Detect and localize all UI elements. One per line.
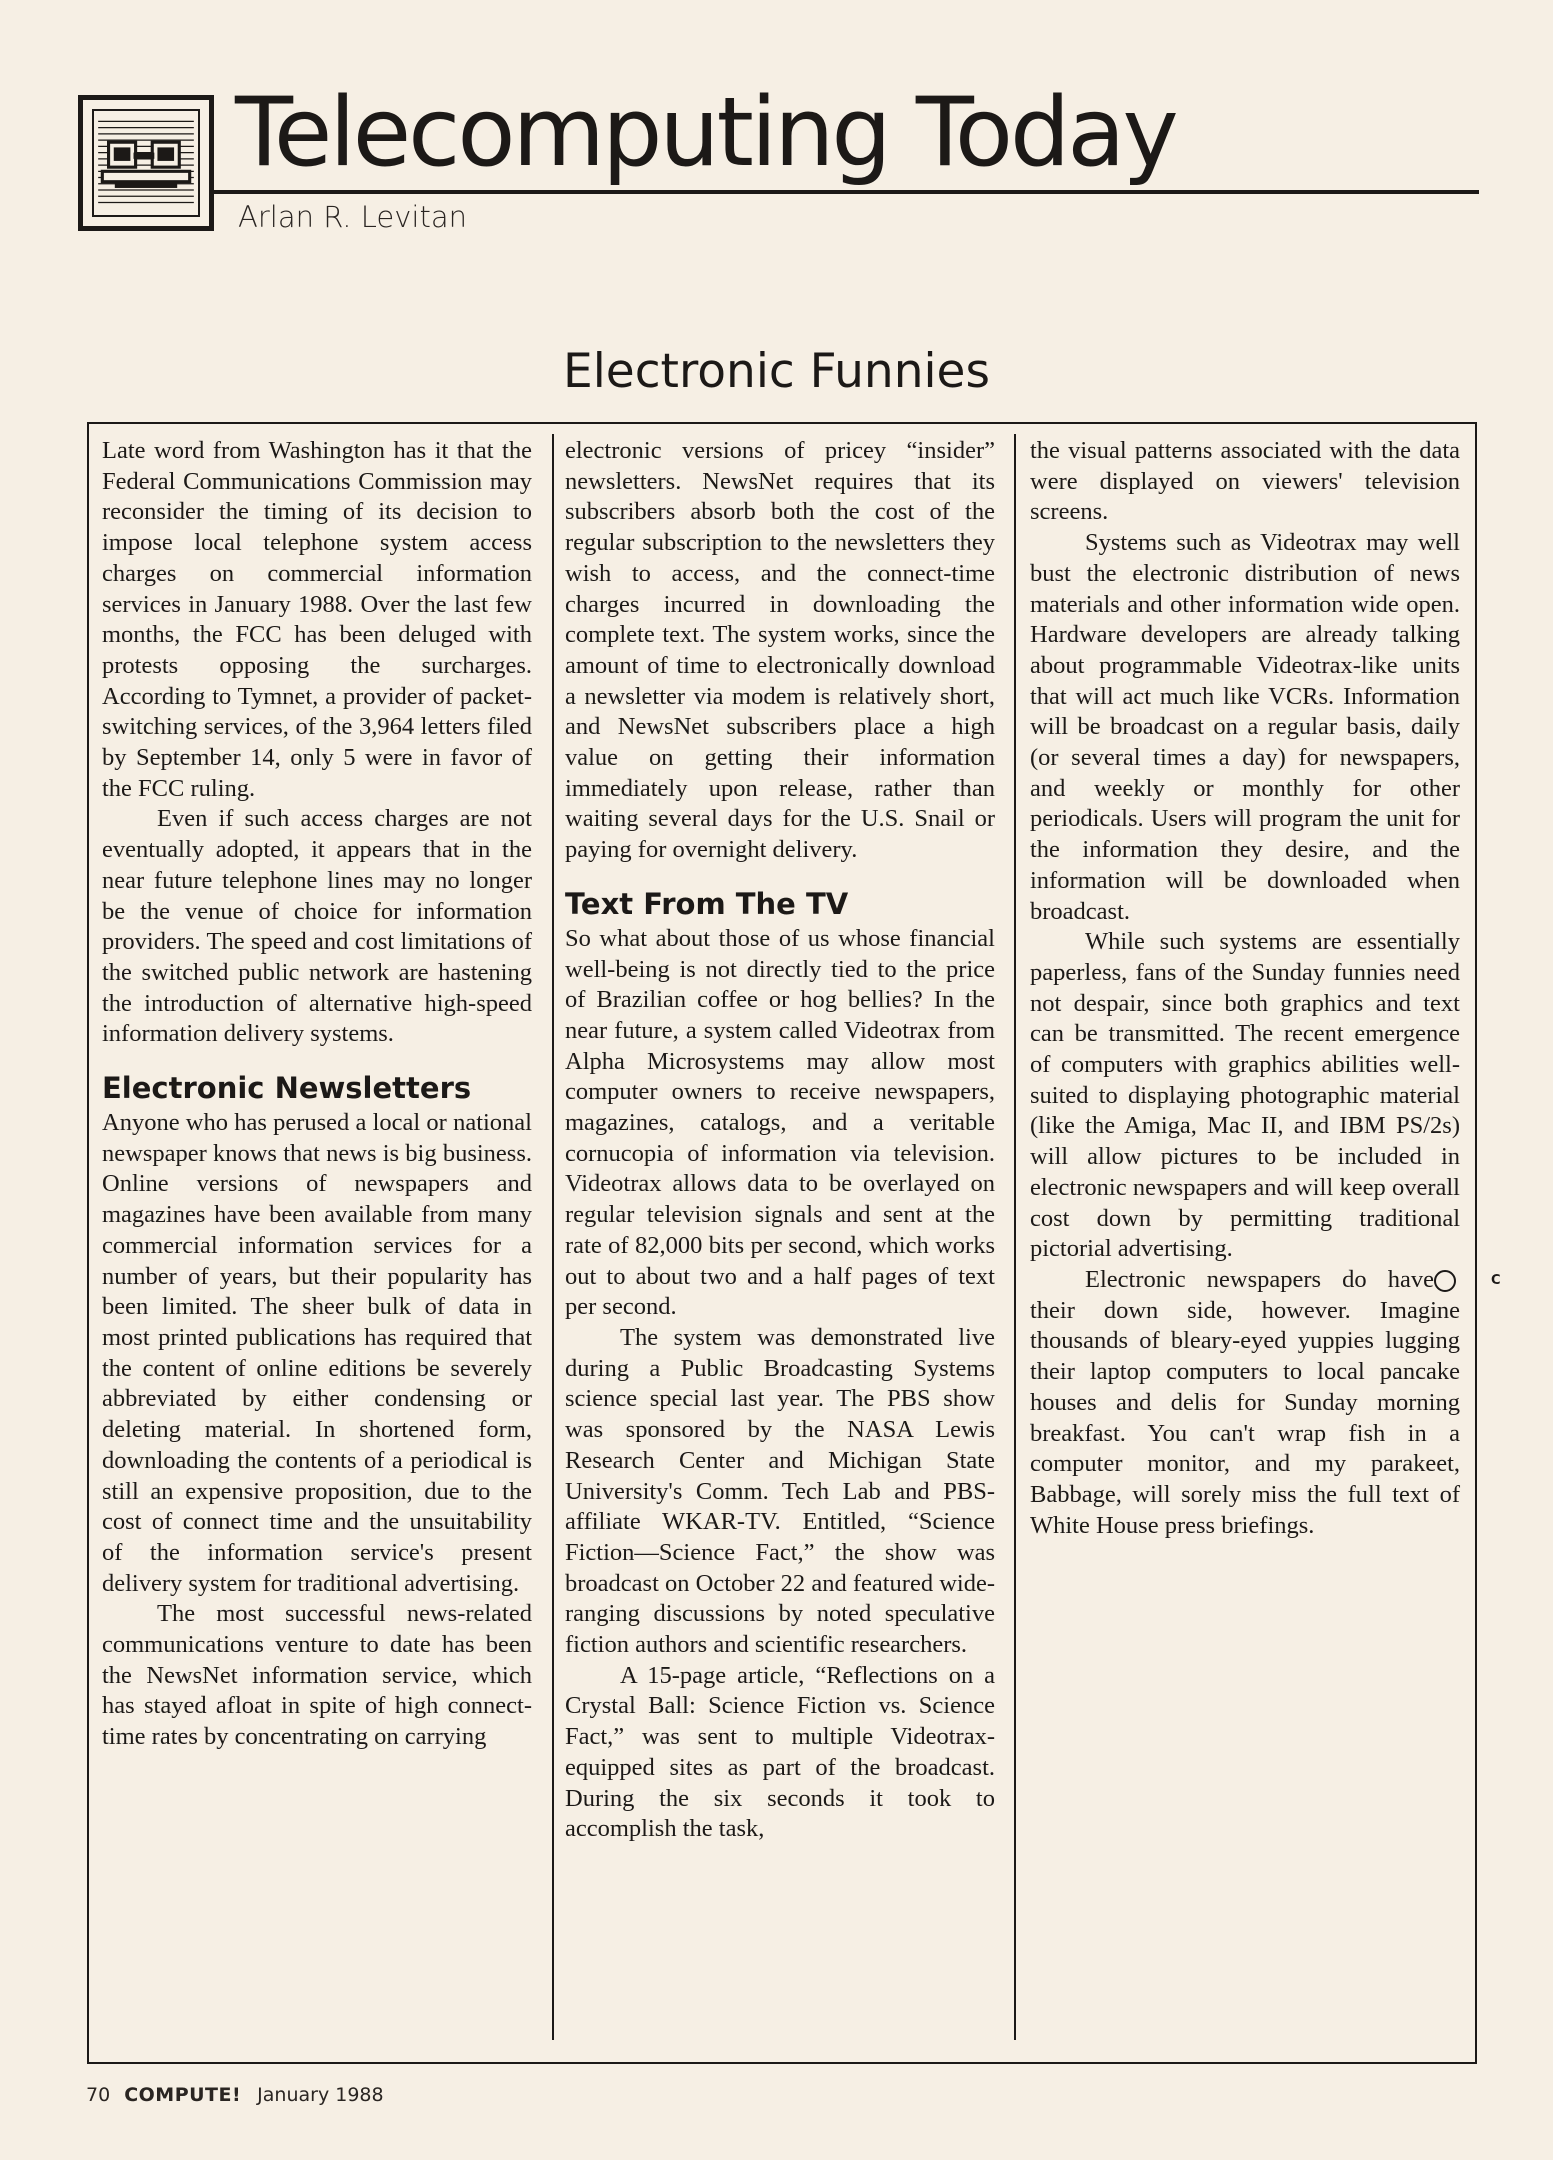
issue-date: January 1988 — [257, 2084, 384, 2106]
paragraph: Late word from Washington has it that the Federal Communications Commission may reconsider the timing of its decision to impose local telephone system access charges on commercial information services in January 1988. Over the last few months, the FCC has been deluged with protests opposing the surcharges. According to Tymnet, a provider of packet-switching services, of the 3,964 letters filed by September 14, only 5 were in favor of the FCC ruling. — [102, 437, 532, 802]
paragraph: Even if such access charges are not eventually adopted, it appears that in the near future telephone lines may no longer be the venue of choice for information providers. The speed and cost limitations of the switched public network are hastening the introduction of alternative high-speed information delivery systems. — [102, 805, 532, 1048]
paragraph: The system was demonstrated live during a Public Broadcasting Systems science special last year. The PBS show was sponsored by the NASA Lewis Research Center and Michigan State University's Comm. Tech Lab and PBS-affiliate WKAR-TV. Entitled, “Science Fiction—Science Fact,” the show was broadcast on October 22 and featured wide-ranging discussions by noted speculative fiction authors and scientific researchers. — [565, 1323, 995, 1659]
magazine-name: COMPUTE! — [124, 2084, 242, 2106]
column-title: Telecomputing Today — [235, 78, 1176, 188]
paragraph-final — [1030, 1265, 1501, 1541]
page-footer — [86, 2084, 384, 2106]
paragraph: A 15-page article, “Reflections on a Crystal Ball: Science Fiction vs. Science Fact,” was sent to multiple Videotrax-equipped sites as part of the broadcast. During the six seconds it took to accomplish the task, — [565, 1661, 995, 1843]
paragraph: Systems such as Videotrax may well bust the electronic distribution of news materials and other information wide open. Hardware developers are already talking about programmable Videotrax-like units that will act much like VCRs. Information will be broadcast on a regular basis, daily (or several times a day) for newspapers, and weekly or monthly for other periodicals. Users will program the unit for the information they desire, and the information will be downloaded when broadcast. — [1030, 529, 1460, 925]
header-rule — [214, 190, 1479, 194]
paragraph: So what about those of us whose financial well-being is not directly tied to the price of Brazilian coffee or hog bellies? In the near future, a system called Videotrax from Alpha Microsystems may allow most computer owners to receive newspapers, magazines, catalogs, and a veritable cornucopia of information via television. Videotrax allows data to be overlayed on regular television signals and sent at the rate of 82,000 bits per second, which works out to about two and a half pages of text per second. — [565, 924, 995, 1321]
paragraph: The most successful news-related communications venture to date has been the NewsNet information service, which has stayed afloat in spite of high connect-time rates by concentrating on carrying — [102, 1600, 532, 1751]
column-divider — [552, 434, 554, 2040]
paragraph-text: Electronic newspapers do have their down side, however. Imagine thousands of bleary-eyed yuppies lugging their laptop computers to local pancake houses and delis for Sunday morning breakfast. You can't wrap fish in a computer monitor, and my parakeet, Babbage, will sorely miss the full text of White House press briefings. — [1030, 1265, 1460, 1539]
compute-end-mark-icon: C — [1434, 1270, 1456, 1292]
text-column-1 — [102, 436, 532, 1753]
paragraph: electronic versions of pricey “insider” newsletters. NewsNet requires that its subscribers absorb both the cost of the regular subscription to the newsletters they wish to access, and the connect-time charges incurred in downloading the complete text. The system works, since the amount of time to electronically download a newsletter via modem is relatively short, and NewsNet subscribers place a high value on getting their information immediately upon release, rather than waiting several days for the U.S. Snail or paying for overnight delivery. — [565, 437, 995, 864]
text-column-2 — [565, 436, 995, 1845]
section-heading-newsletters: Electronic Newsletters — [102, 1071, 472, 1106]
text-column-3 — [1030, 436, 1501, 1541]
page-number: 70 — [86, 2084, 111, 2106]
paragraph: Anyone who has perused a local or national newspaper knows that news is big business. Online versions of newspapers and magazines have been available from many commercial information services for a number of years, but their popularity has been limited. The sheer bulk of data in most printed publications has required that the content of online editions be severely abbreviated by either condensing or deleting material. In shortened form, downloading the contents of a periodical is still an expensive proposition, due to the cost of connect time and the unsuitability of the information service's present delivery system for traditional advertising. — [102, 1109, 532, 1597]
section-heading-tv: Text From The TV — [565, 886, 849, 921]
computer-terminal-icon — [78, 95, 214, 231]
column-divider — [1014, 434, 1016, 2040]
paragraph: While such systems are essentially paperless, fans of the Sunday funnies need not despair, since both graphics and text can be transmitted. The recent emergence of computers with graphics abilities well-suited to displaying photographic material (like the Amiga, Mac II, and IBM PS/2s) will allow pictures to be included in electronic newspapers and will keep overall cost down by permitting traditional pictorial advertising. — [1030, 928, 1460, 1263]
paragraph: the visual patterns associated with the data were displayed on viewers' television screens. — [1030, 437, 1460, 526]
article-title: Electronic Funnies — [563, 344, 990, 399]
author-byline: Arlan R. Levitan — [238, 200, 467, 234]
